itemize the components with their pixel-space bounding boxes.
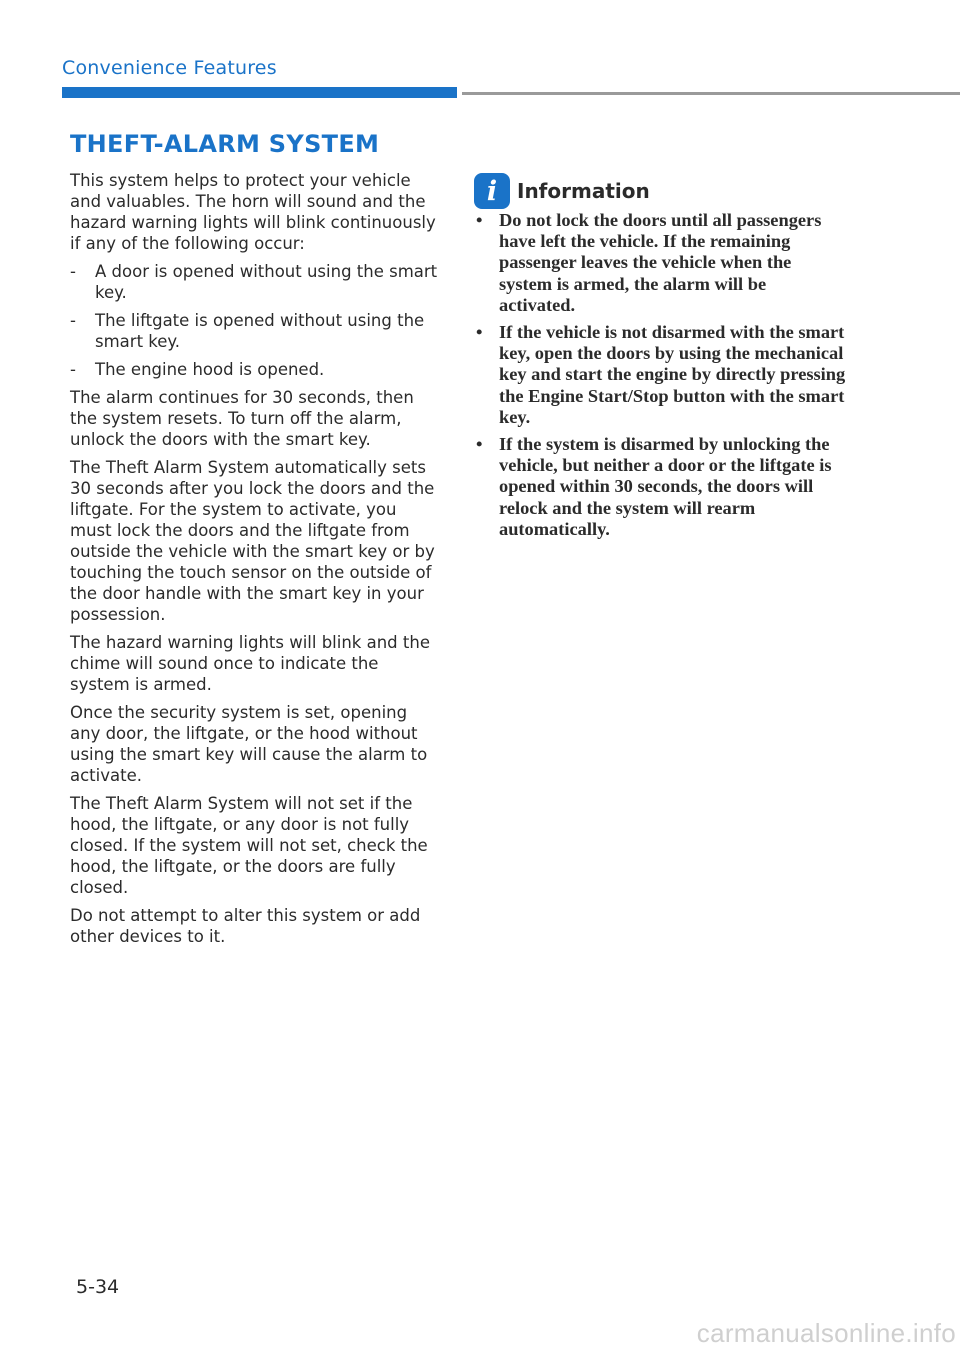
body-paragraph: Once the security system is set, opening any door, the liftgate, or the hood without using the smart key will cause the alarm to activate. [70,703,428,785]
section-title: THEFT-ALARM SYSTEM [70,130,380,158]
main-text-column [70,170,440,954]
information-list [474,210,846,540]
information-title: Information [517,179,650,203]
page-number: 5-34 [76,1276,120,1298]
dash-marker: - [70,311,76,330]
list-item [70,359,440,380]
alarm-conditions-list [70,261,440,380]
dash-marker: - [70,262,76,281]
bullet-marker: • [476,322,483,343]
list-item-text: Do not lock the doors until all passengers have left the vehicle. If the remaining passenger leaves the vehicle when the system is armed, the alarm will be activated. [499,210,822,315]
list-item [474,434,846,540]
body-paragraph: The alarm continues for 30 seconds, then the system resets. To turn off the alarm, unlock the doors with the smart key. [70,388,414,449]
chapter-title: Convenience Features [62,57,277,79]
list-item-text: A door is opened without using the smart key. [95,262,438,302]
list-item-text: If the vehicle is not disarmed with the smart key, open the doors by using the mechanical key and start the engine by directly pressing the Engine Start/Stop button with the smart key. [499,322,846,427]
list-item [70,261,440,303]
body-paragraph: Do not attempt to alter this system or add other devices to it. [70,906,421,946]
header-rule [462,92,960,95]
body-paragraph: The hazard warning lights will blink and the chime will sound once to indicate the system is armed. [70,633,430,694]
list-item-text: The liftgate is opened without using the smart key. [95,311,425,351]
list-item [70,310,440,352]
body-paragraph: The Theft Alarm System automatically sets 30 seconds after you lock the doors and the liftgate. For the system to activate, you must lock the doors and the liftgate from outside the vehicle with the smart key or by touching the touch sensor on the outside of the door handle with the smart key in your possession. [70,458,435,624]
list-item [474,210,846,316]
list-item-text: If the system is disarmed by unlocking the vehicle, but neither a door or the liftgate is opened within 30 seconds, the doors will relock and the system will rearm automatically. [499,434,832,539]
dash-marker: - [70,360,76,379]
list-item-text: The engine hood is opened. [95,360,325,379]
bullet-marker: • [476,210,483,230]
body-paragraph: The Theft Alarm System will not set if the hood, the liftgate, or any door is not fully closed. If the system will not set, check the hood, the liftgate, or the doors are fully closed. [70,794,428,897]
info-icon: i [474,173,510,209]
header-accent-bar [62,87,457,98]
watermark: carmanualsonline.info [696,1318,956,1348]
bullet-marker: • [476,434,483,455]
information-box [474,172,846,546]
intro-paragraph: This system helps to protect your vehicle and valuables. The horn will sound and the hazard warning lights will blink continuously if any of the following occur: [70,171,436,253]
list-item [474,322,846,428]
information-header [474,172,846,210]
